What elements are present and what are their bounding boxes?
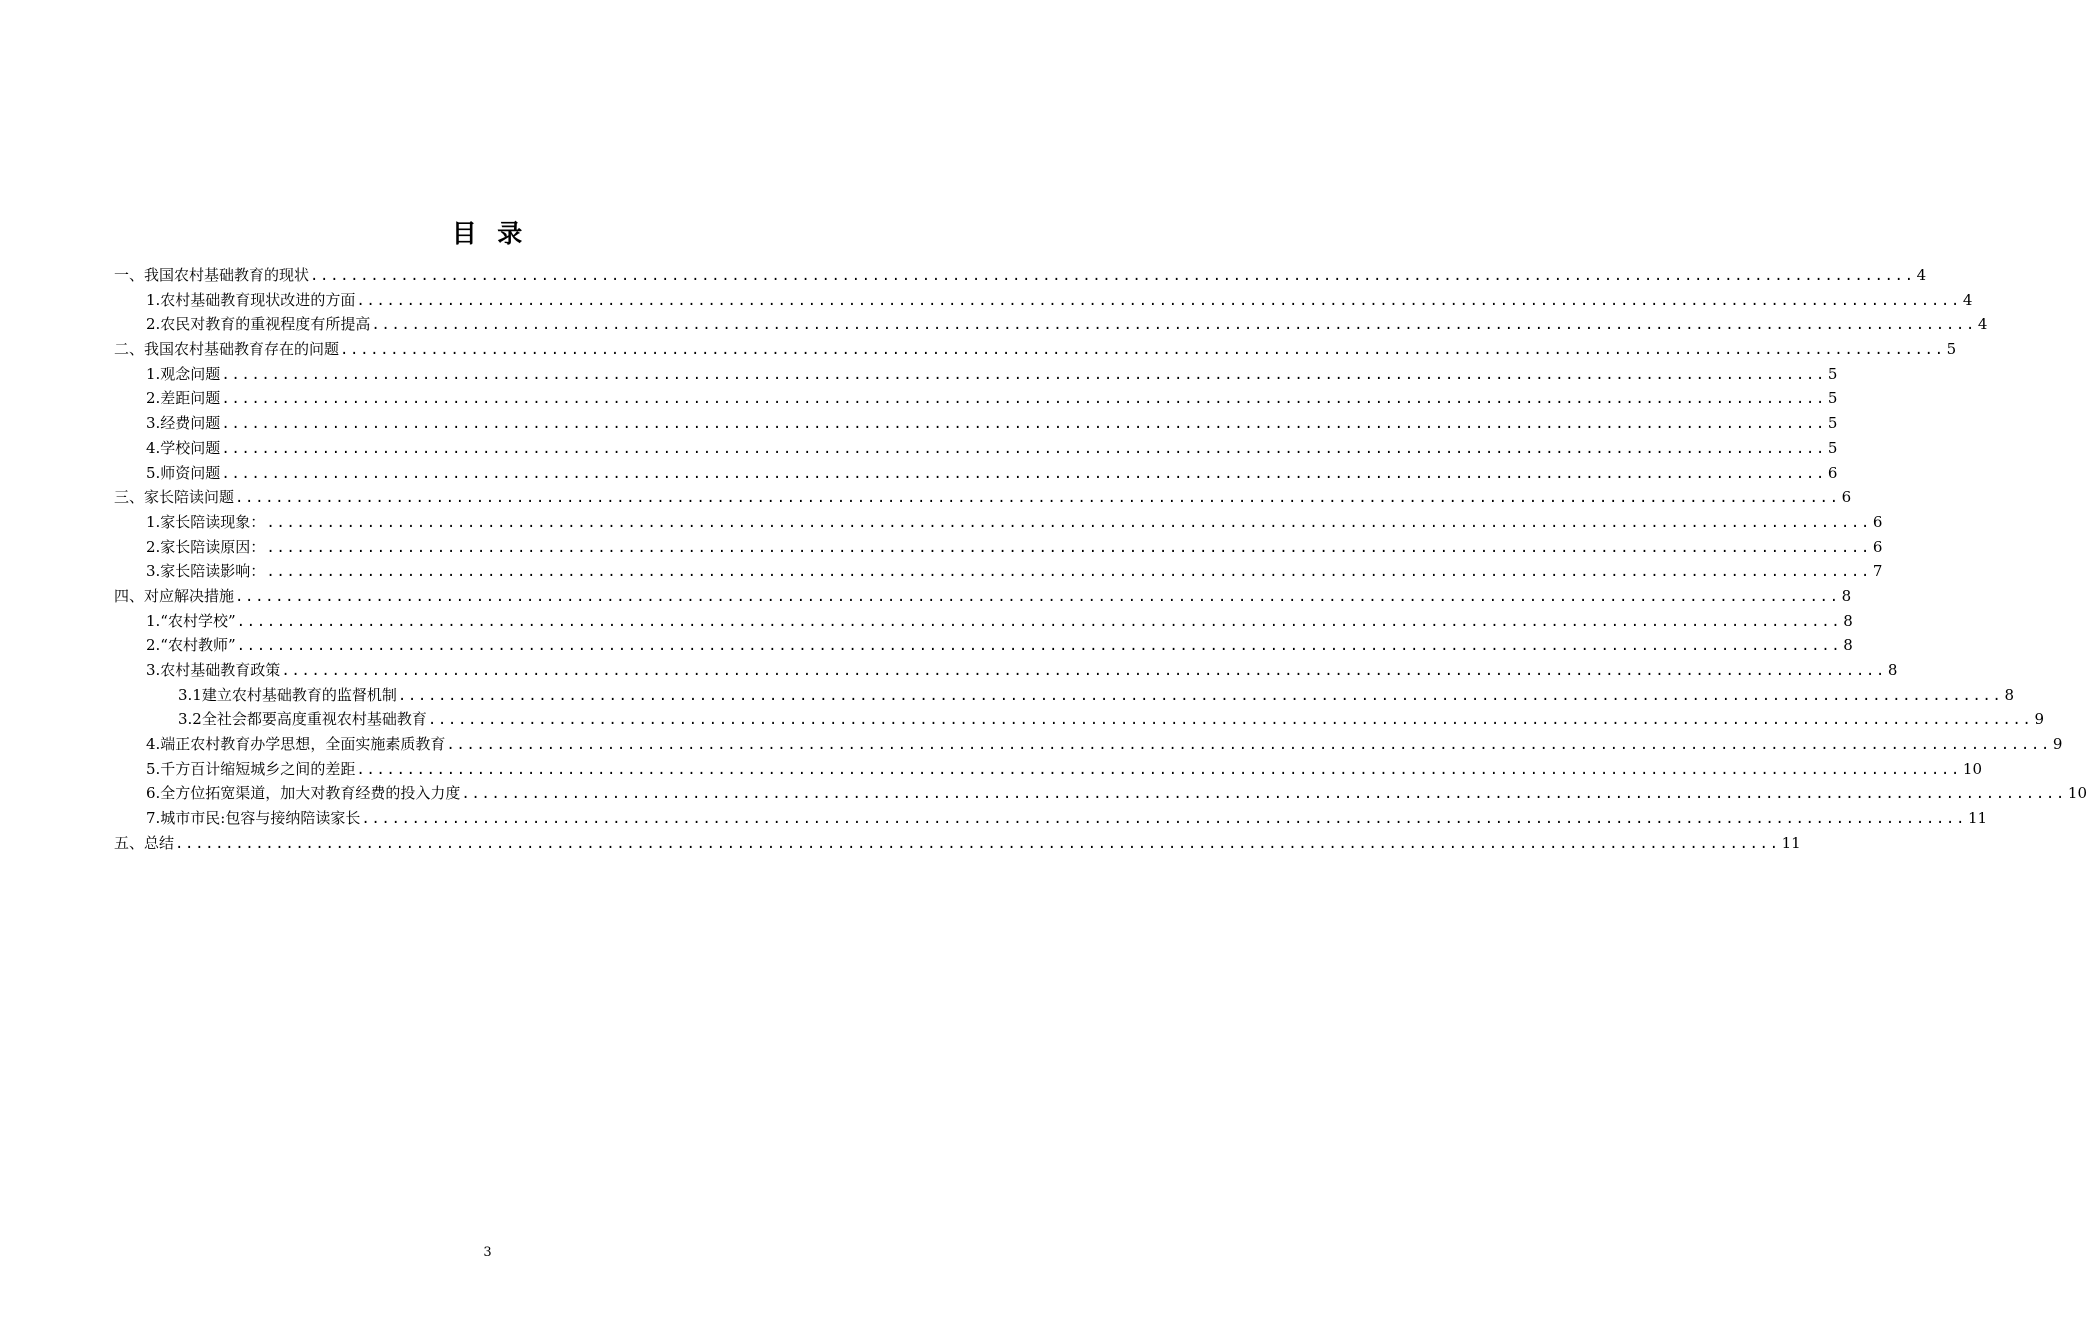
toc-entry-page: 7	[1872, 562, 1883, 581]
toc-entry-page: 5	[1827, 438, 1838, 457]
dot-leader: ................................................................................................................................................................	[221, 440, 1826, 457]
dot-leader: ................................................................................................................................................................	[356, 761, 1961, 778]
toc-entry-text: 1.“农村学校”	[146, 611, 236, 630]
toc-entry[interactable]	[114, 337, 1957, 362]
toc-entry-page: 10	[1962, 759, 1983, 778]
toc-entry-text: 一、我国农村基础教育的现状	[114, 266, 310, 284]
toc-entry-page: 10	[2067, 784, 2087, 803]
toc-entry-text: 2.差距问题	[146, 389, 221, 408]
dot-leader: ................................................................................................................................................................	[461, 786, 2066, 803]
toc-entry-text: 3.农村基础教育政策	[146, 661, 281, 679]
toc-entry[interactable]	[114, 312, 1988, 337]
dot-leader: ................................................................................................................................................................	[235, 490, 1840, 507]
toc-entry[interactable]	[114, 683, 2014, 708]
toc-entry-text: 3.经费问题	[146, 414, 221, 433]
toc-entry-text: 2.农民对教育的重视程度有所提高	[146, 315, 371, 334]
table-of-contents	[114, 263, 2087, 856]
dot-leader: ................................................................................................................................................................	[340, 342, 1945, 359]
page-number: 3	[483, 1245, 492, 1260]
toc-entry[interactable]	[114, 510, 1883, 535]
dot-leader: ................................................................................................................................................................	[281, 663, 1886, 679]
dot-leader: ................................................................................................................................................................	[310, 268, 1915, 284]
toc-entry-text: 五、总结	[114, 833, 175, 852]
toc-entry[interactable]	[114, 707, 2044, 732]
dot-leader: ................................................................................................................................................................	[221, 366, 1826, 383]
toc-entry-text: 5.师资问题	[146, 463, 221, 482]
dot-leader: ................................................................................................................................................................	[266, 564, 1871, 581]
toc-entry-page: 5	[1946, 340, 1957, 359]
toc-entry-page: 9	[2052, 735, 2063, 754]
toc-entry-page: 9	[2034, 710, 2044, 729]
toc-entry-text: 2.“农村教师”	[146, 636, 236, 655]
toc-entry[interactable]	[114, 781, 2087, 806]
toc-entry-page: 8	[1841, 586, 1852, 605]
toc-entry[interactable]	[114, 757, 1983, 782]
toc-entry[interactable]	[114, 411, 1838, 436]
dot-leader: ................................................................................................................................................................	[235, 588, 1840, 605]
toc-entry-text: 5.千方百计缩短城乡之间的差距	[146, 759, 356, 778]
toc-entry[interactable]	[114, 633, 1853, 658]
toc-entry-text: 4.端正农村教育办学思想，全面实施素质教育	[146, 735, 446, 754]
toc-entry[interactable]	[114, 263, 1927, 288]
toc-entry-page: 4	[1916, 266, 1927, 284]
toc-entry-page: 8	[1843, 636, 1853, 655]
toc-entry-text: 7.城市市民:包容与接纳陪读家长	[146, 809, 361, 828]
dot-leader: ................................................................................................................................................................	[371, 317, 1976, 334]
dot-leader: ................................................................................................................................................................	[446, 737, 2051, 754]
toc-entry-page: 8	[1887, 661, 1898, 679]
toc-entry[interactable]	[114, 535, 1883, 560]
toc-entry-text: 1.家长陪读现象：	[146, 512, 266, 531]
dot-leader: ................................................................................................................................................................	[361, 811, 1966, 828]
toc-title: 目 录	[451, 219, 524, 248]
dot-leader: ................................................................................................................................................................	[221, 416, 1826, 433]
dot-leader: ................................................................................................................................................................	[266, 514, 1871, 531]
toc-entry-page: 5	[1827, 414, 1838, 433]
dot-leader: ................................................................................................................................................................	[427, 712, 2033, 729]
toc-entry[interactable]	[114, 658, 1898, 683]
toc-entry[interactable]	[114, 436, 1838, 461]
toc-entry-text: 二、我国农村基础教育存在的问题	[114, 340, 340, 359]
toc-entry-text: 三、家长陪读问题	[114, 488, 235, 507]
toc-entry-page: 6	[1872, 512, 1883, 531]
toc-entry[interactable]	[114, 362, 1838, 387]
toc-entry-text: 3.1建立农村基础教育的监督机制	[178, 685, 397, 704]
toc-entry-text: 四、对应解决措施	[114, 586, 235, 605]
toc-entry-text: 6.全方位拓宽渠道，加大对教育经费的投入力度	[146, 784, 461, 803]
toc-entry[interactable]	[114, 831, 1801, 856]
toc-entry-page: 11	[1781, 833, 1801, 852]
toc-entry[interactable]	[114, 461, 1838, 486]
toc-entry-page: 6	[1872, 537, 1883, 556]
toc-entry-page: 5	[1827, 364, 1838, 383]
dot-leader: ................................................................................................................................................................	[236, 638, 1842, 655]
toc-entry-text: 1.农村基础教育现状改进的方面	[146, 290, 356, 309]
toc-entry-text: 4.学校问题	[146, 438, 221, 457]
toc-entry[interactable]	[114, 584, 1852, 609]
toc-entry-page: 8	[1843, 611, 1853, 630]
toc-entry-text: 1.观念问题	[146, 364, 221, 383]
toc-entry-page: 5	[1827, 389, 1838, 408]
dot-leader: ................................................................................................................................................................	[266, 539, 1871, 556]
toc-entry-page: 11	[1967, 809, 1988, 828]
toc-entry[interactable]	[114, 288, 1973, 313]
toc-entry[interactable]	[114, 485, 1852, 510]
toc-entry-page: 8	[2004, 685, 2014, 704]
toc-entry[interactable]	[114, 386, 1838, 411]
toc-entry-page: 4	[1977, 315, 1988, 334]
toc-entry-page: 6	[1827, 463, 1838, 482]
dot-leader: ................................................................................................................................................................	[221, 465, 1826, 482]
dot-leader: ................................................................................................................................................................	[236, 613, 1842, 630]
dot-leader: ................................................................................................................................................................	[356, 292, 1961, 309]
dot-leader: ................................................................................................................................................................	[175, 835, 1780, 852]
toc-entry-text: 3.家长陪读影响：	[146, 562, 266, 581]
toc-entry[interactable]	[114, 559, 1883, 584]
toc-entry[interactable]	[114, 609, 1853, 634]
toc-entry-page: 6	[1841, 488, 1852, 507]
dot-leader: ................................................................................................................................................................	[221, 391, 1826, 408]
toc-entry[interactable]	[114, 732, 2063, 757]
toc-entry-text: 2.家长陪读原因：	[146, 537, 266, 556]
toc-entry[interactable]	[114, 806, 1988, 831]
toc-entry-text: 3.2全社会都要高度重视农村基础教育	[178, 710, 427, 729]
dot-leader: ................................................................................................................................................................	[397, 687, 2003, 704]
toc-entry-page: 4	[1962, 290, 1973, 309]
